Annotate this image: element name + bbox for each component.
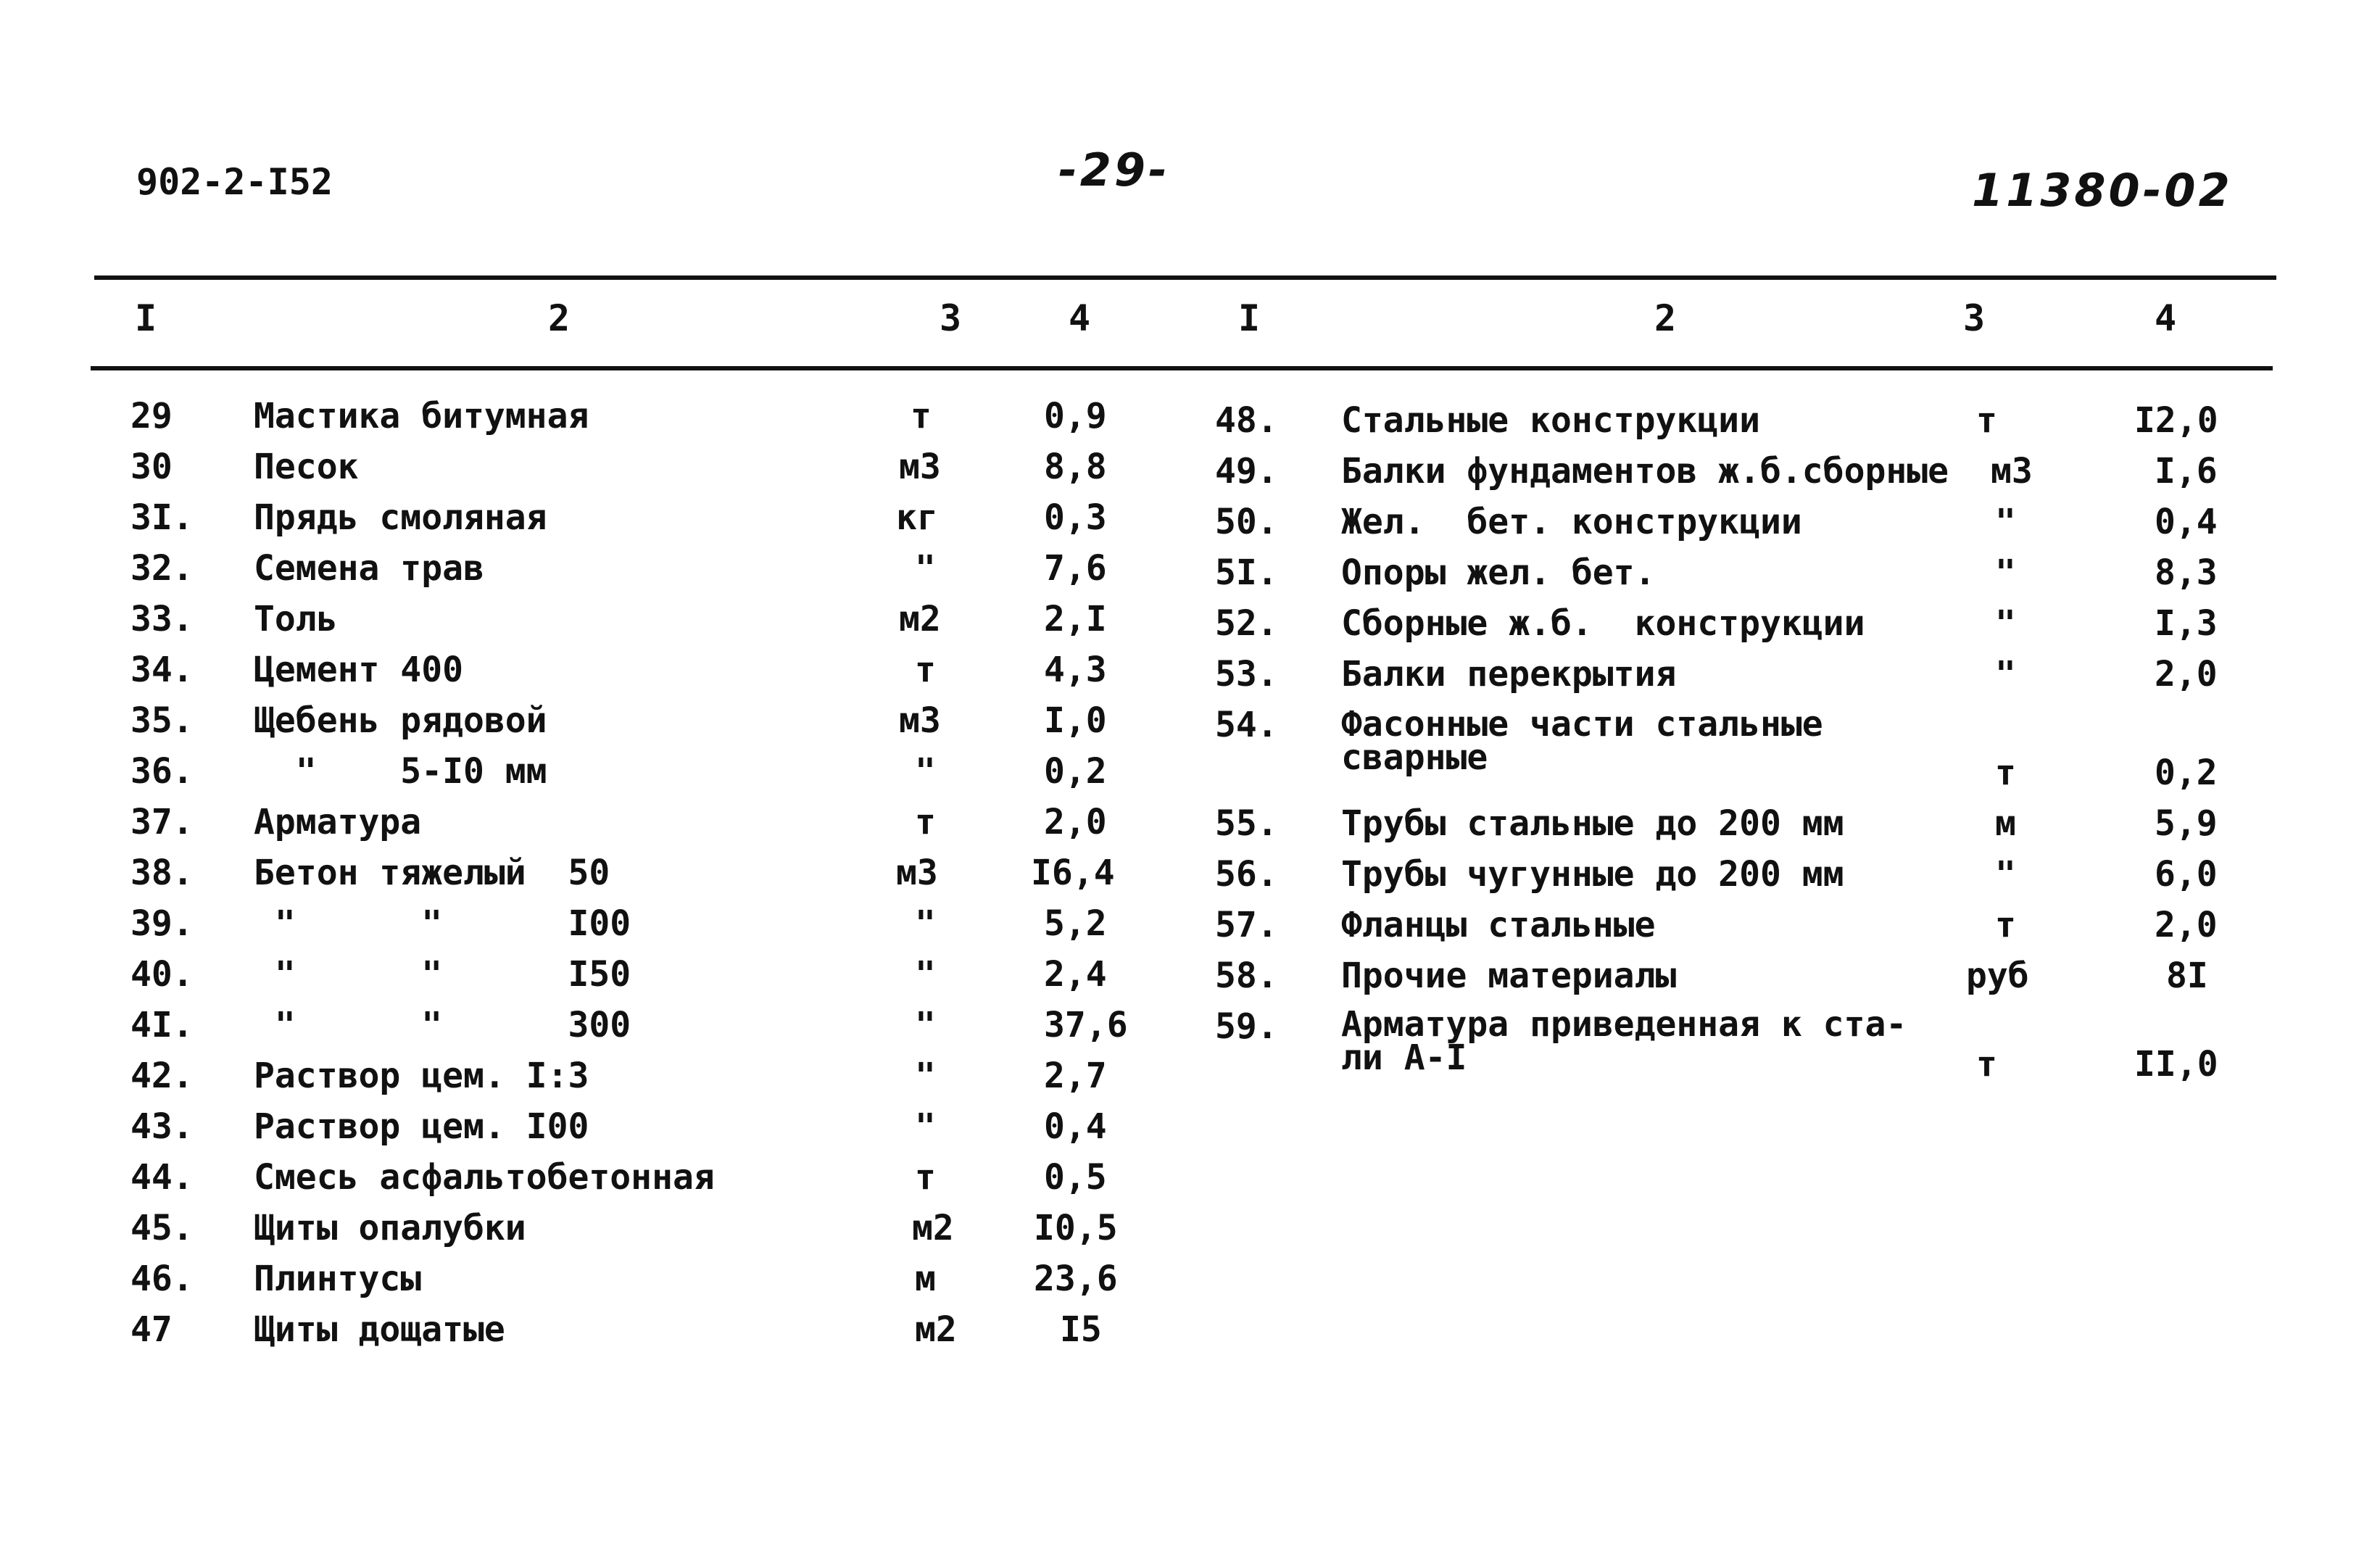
material-name: Раствор цем. I:3 [254,1056,589,1096]
row-number: 59. [1215,1006,1278,1047]
material-name: Трубы стальные до 200 мм [1341,803,1844,844]
quantity: 6,0 [2155,854,2218,895]
unit: " [915,1056,936,1096]
row-number: 52. [1215,603,1278,644]
col-header-right-3: 3 [1963,297,1986,339]
quantity: 4,3 [1044,650,1107,690]
unit: т [915,802,936,842]
quantity: 7,6 [1044,548,1107,589]
material-name: " " I00 [254,903,631,944]
material-name: Толь [254,599,338,639]
unit: т [915,650,936,690]
unit: т [1995,905,2016,945]
quantity: II,0 [2134,1044,2218,1085]
row-number: 4I. [130,1005,194,1045]
row-number: 37. [130,802,194,842]
material-name: Сборные ж.б. конструкции [1341,603,1865,644]
page-number: -29- [1058,144,1170,196]
row-number: 38. [130,853,194,893]
row-number: 54. [1215,705,1278,745]
row-number: 34. [130,650,194,690]
material-name: Бетон тяжелый 50 [254,853,610,893]
unit: м3 [896,853,938,893]
unit: " [915,954,936,995]
quantity: 2,7 [1044,1056,1107,1096]
row-number: 33. [130,599,194,639]
row-number: 36. [130,751,194,792]
material-name: Балки перекрытия [1341,654,1677,695]
unit: т [1995,753,2016,793]
quantity: 0,3 [1044,497,1107,538]
unit: т [911,396,932,436]
row-number: 5I. [1215,552,1278,593]
quantity: 0,5 [1044,1157,1107,1198]
material-name: Арматура [254,802,422,842]
unit: м3 [1991,451,2033,492]
row-number: 3I. [130,497,194,538]
quantity: I0,5 [1034,1208,1118,1248]
quantity: 23,6 [1034,1259,1118,1299]
row-number: 35. [130,700,194,741]
row-number: 32. [130,548,194,589]
row-number: 56. [1215,854,1278,895]
quantity: 0,4 [2155,502,2218,542]
material-name: " 5-I0 мм [254,751,547,792]
row-number: 40. [130,954,194,995]
material-name: Цемент 400 [254,650,463,690]
material-name: Семена трав [254,548,484,589]
material-name: Стальные конструкции [1341,400,1760,441]
material-name: Арматура приведенная к ста-ли А-I [1341,1004,1907,1078]
row-number: 43. [130,1106,194,1147]
row-number: 50. [1215,502,1278,542]
quantity: I6,4 [1031,853,1115,893]
quantity: I2,0 [2134,400,2218,441]
col-header-left-4: 4 [1069,297,1091,339]
quantity: I,0 [1044,700,1107,741]
quantity: 2,0 [2155,905,2218,945]
unit: м2 [912,1208,954,1248]
material-name: " " I50 [254,954,631,995]
col-header-right-1: I [1238,297,1261,339]
unit: " [915,1005,936,1045]
quantity: 8,8 [1044,447,1107,487]
unit: кг [896,497,938,538]
material-name: Щебень рядовой [254,700,547,741]
unit: м [1995,803,2016,844]
quantity: I,6 [2155,451,2218,492]
unit: " [915,751,936,792]
material-name: Щиты дощатые [254,1309,505,1350]
col-header-left-2: 2 [548,297,571,339]
quantity: I5 [1060,1309,1102,1350]
unit: " [915,903,936,944]
row-number: 53. [1215,654,1278,695]
material-name: Фасонные части стальные сварные [1341,704,1823,778]
row-number: 46. [130,1259,194,1299]
material-name: Мастика битумная [254,396,589,436]
material-name: Плинтусы [254,1259,422,1299]
quantity: 2,I [1044,599,1107,639]
unit: м2 [899,599,941,639]
table-top-rule [94,275,2276,280]
material-name: Смесь асфальтобетонная [254,1157,715,1198]
unit: руб [1966,956,2029,996]
row-number: 48. [1215,400,1278,441]
quantity: 5,2 [1044,903,1107,944]
quantity: 2,0 [1044,802,1107,842]
unit: " [915,1106,936,1147]
quantity: 0,9 [1044,396,1107,436]
row-number: 45. [130,1208,194,1248]
material-name: Трубы чугунные до 200 мм [1341,854,1844,895]
quantity: 8I [2166,956,2208,996]
col-header-left-1: I [135,297,157,339]
quantity: 8,3 [2155,552,2218,593]
material-name: Прядь смоляная [254,497,547,538]
material-name: Прочие материалы [1341,956,1677,996]
row-number: 47 [130,1309,173,1350]
row-number: 39. [130,903,194,944]
row-number: 55. [1215,803,1278,844]
col-header-left-3: 3 [940,297,962,339]
material-name: Опоры жел. бет. [1341,552,1656,593]
row-number: 29 [130,396,173,436]
material-name: Фланцы стальные [1341,905,1656,945]
quantity: 2,0 [2155,654,2218,695]
col-header-right-2: 2 [1654,297,1677,339]
row-number: 42. [130,1056,194,1096]
unit: " [1995,854,2016,895]
document-stamp-number: 11380-02 [1972,164,2233,217]
material-name: Жел. бет. конструкции [1341,502,1802,542]
row-number: 44. [130,1157,194,1198]
quantity: I,3 [2155,603,2218,644]
unit: т [1976,400,1997,441]
unit: м3 [899,447,941,487]
quantity: 0,4 [1044,1106,1107,1147]
table-header-rule [91,366,2273,370]
material-name: " " 300 [254,1005,631,1045]
quantity: 2,4 [1044,954,1107,995]
unit: " [1995,654,2016,695]
unit: т [1976,1044,1997,1085]
document-code: 902-2-I52 [136,161,333,203]
row-number: 49. [1215,451,1278,492]
quantity: 0,2 [1044,751,1107,792]
material-name: Щиты опалубки [254,1208,526,1248]
unit: " [1995,552,2016,593]
material-name: Песок [254,447,359,487]
unit: " [915,548,936,589]
row-number: 57. [1215,905,1278,945]
quantity: 0,2 [2155,753,2218,793]
unit: т [915,1157,936,1198]
col-header-right-4: 4 [2155,297,2177,339]
unit: м [915,1259,936,1299]
unit: " [1995,603,2016,644]
row-number: 58. [1215,956,1278,996]
material-name: Раствор цем. I00 [254,1106,589,1147]
material-name: Балки фундаментов ж.б.сборные [1341,451,1949,492]
unit: м2 [915,1309,957,1350]
unit: " [1995,502,2016,542]
unit: м3 [899,700,941,741]
quantity: 5,9 [2155,803,2218,844]
row-number: 30 [130,447,173,487]
quantity: 37,6 [1044,1005,1128,1045]
